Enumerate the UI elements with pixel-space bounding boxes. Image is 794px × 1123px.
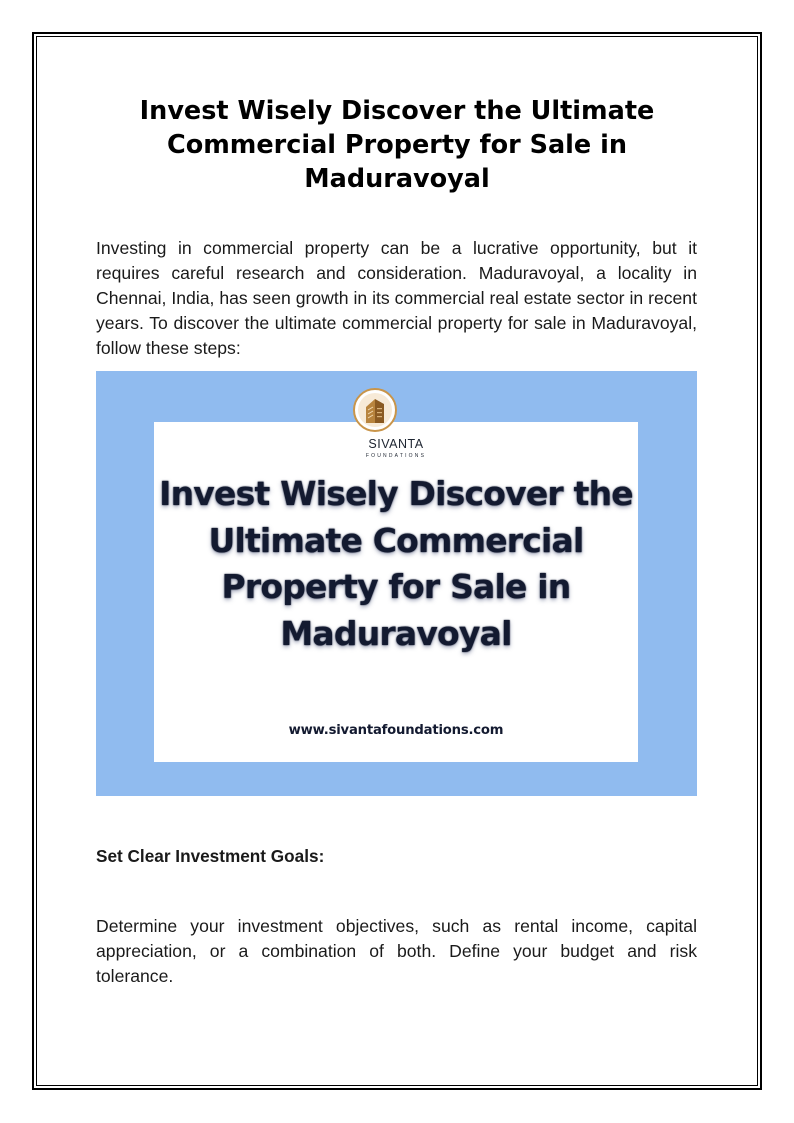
banner-image — [96, 371, 697, 796]
building-logo-icon — [353, 388, 397, 432]
section-heading: Set Clear Investment Goals: — [96, 846, 325, 866]
banner-website-url: www.sivantafoundations.com — [288, 723, 504, 738]
logo-wordmark: SIVANTA — [368, 437, 424, 451]
intro-paragraph: Investing in commercial property can be a lucrative opportunity, but it requires careful research and consideration. Maduravoyal, a locality in Chennai, India, has seen growth in its commercial real estate sector in recent years. To discover the ultimate commercial property for sale in Maduravoyal, follow these steps: — [96, 238, 697, 358]
banner-heading: Invest Wisely Discover the Ultimate Commercial Property for Sale in Maduravoyal — [159, 474, 633, 653]
section-paragraph: Determine your investment objectives, such as rental income, capital appreciation, or a combination of both. Define your budget and risk tolerance. — [96, 916, 697, 986]
document-title: Invest Wisely Discover the Ultimate Commercial Property for Sale in Maduravoyal — [139, 96, 655, 194]
logo-tagline: FOUNDATIONS — [365, 453, 427, 459]
